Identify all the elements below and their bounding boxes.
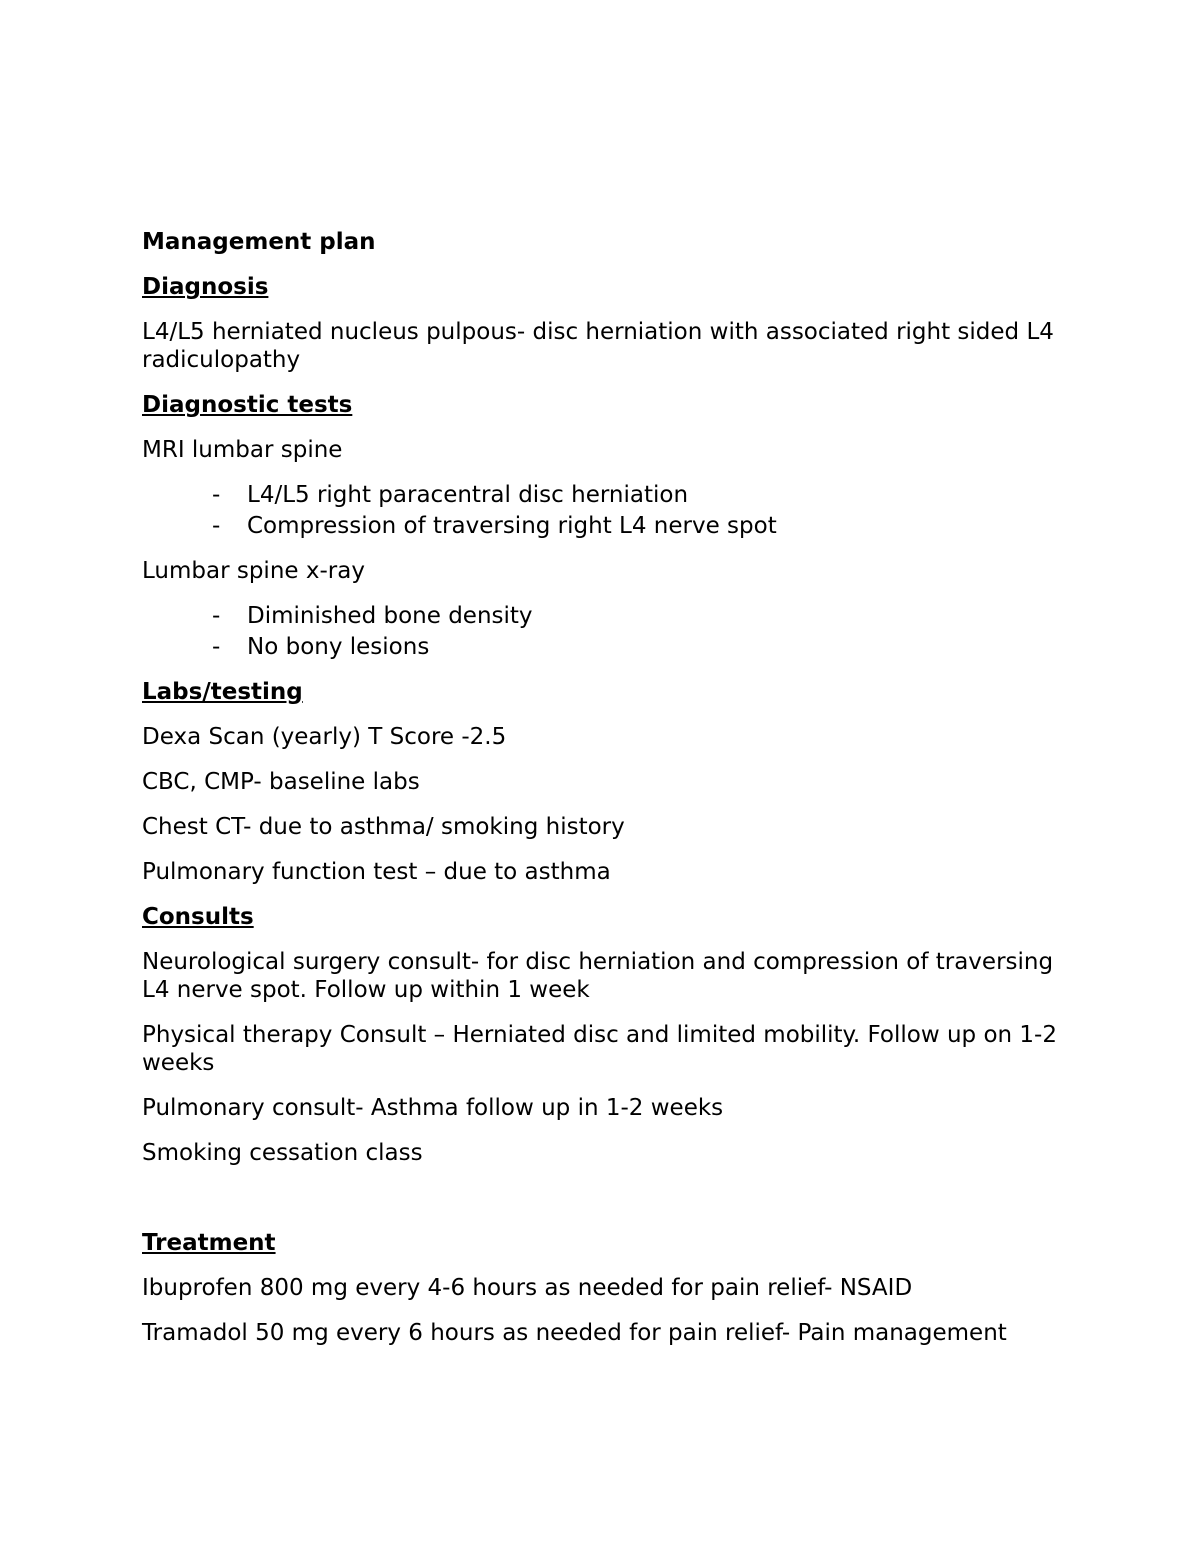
list-item	[142, 602, 1062, 630]
list-item	[142, 633, 1062, 661]
consult-item: Physical therapy Consult – Herniated disc and limited mobility. Follow up on 1-2 weeks	[142, 1022, 1057, 1076]
list-item-text: No bony lesions	[247, 634, 430, 660]
labs-item: Pulmonary function test – due to asthma	[142, 859, 611, 885]
document-page	[142, 228, 1062, 1364]
diagnosis-text: L4/L5 herniated nucleus pulpous- disc herniation with associated right sided L4 radiculopathy	[142, 319, 1054, 373]
xray-findings-list	[142, 602, 1062, 661]
treatment-item: Ibuprofen 800 mg every 4-6 hours as needed for pain relief- NSAID	[142, 1275, 913, 1301]
dash-bullet: -	[212, 482, 221, 508]
labs-item: Chest CT- due to asthma/ smoking history	[142, 814, 625, 840]
treatment-heading: Treatment	[142, 1230, 276, 1256]
treatment-item: Tramadol 50 mg every 6 hours as needed for pain relief- Pain management	[142, 1320, 1007, 1346]
list-item-text: L4/L5 right paracentral disc herniation	[247, 482, 689, 508]
consult-item: Neurological surgery consult- for disc herniation and compression of traversing L4 nerve spot. Follow up within 1 week	[142, 949, 1054, 1003]
mri-findings-list	[142, 481, 1062, 540]
labs-item: Dexa Scan (yearly) T Score -2.5	[142, 724, 507, 750]
diagnosis-heading: Diagnosis	[142, 274, 269, 300]
blank-line	[142, 1184, 1062, 1229]
list-item-text: Diminished bone density	[247, 603, 533, 629]
list-item	[142, 512, 1062, 540]
consults-heading: Consults	[142, 904, 254, 930]
xray-label: Lumbar spine x-ray	[142, 558, 365, 584]
labs-item: CBC, CMP- baseline labs	[142, 769, 420, 795]
consult-item: Smoking cessation class	[142, 1140, 423, 1166]
dash-bullet: -	[212, 603, 221, 629]
dash-bullet: -	[212, 634, 221, 660]
dash-bullet: -	[212, 513, 221, 539]
list-item-text: Compression of traversing right L4 nerve spot	[247, 513, 777, 539]
diagnostic-tests-heading: Diagnostic tests	[142, 392, 353, 418]
consult-item: Pulmonary consult- Asthma follow up in 1-2 weeks	[142, 1095, 724, 1121]
mri-label: MRI lumbar spine	[142, 437, 343, 463]
labs-heading: Labs/testing	[142, 679, 303, 705]
document-title: Management plan	[142, 229, 376, 255]
list-item	[142, 481, 1062, 509]
